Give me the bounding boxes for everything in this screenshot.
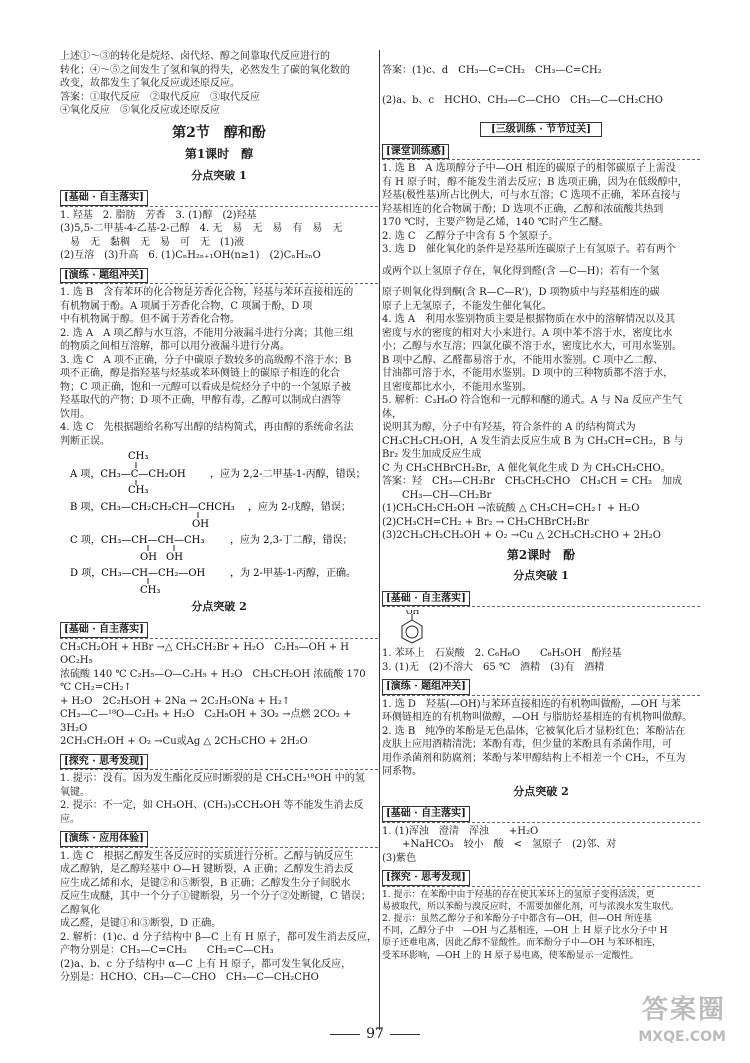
phenol-structure — [392, 610, 700, 644]
answer-line: 原子则氧化得到酮(含 R—C—R')，D 项物质中与羟基相连的碳 — [382, 287, 660, 298]
equation-line: CH₃—C—¹⁸O—C₂H₅ + H₂O C₂H₅OH + 3O₂ →点燃 2CO₂ + 3H₂O — [60, 709, 352, 734]
answer-line: 成乙醛，是键①和③断裂，D 正确。 — [60, 918, 222, 930]
answer-line: 环侧链相连的有机物叫做醇，—OH 与脂肪烃基相连的有机物叫做醇。 — [382, 712, 693, 724]
section-tag: [演练 · 题组冲关] — [382, 679, 470, 695]
answer-line: 饮用。 — [60, 408, 90, 420]
watermark-text: 答案圈 — [641, 995, 726, 1026]
answer-line: (3)紫色 — [382, 852, 417, 864]
watermark-url: MXQE.COM — [638, 1029, 726, 1046]
answer-line: 答案：(1)c、d CH₃—C=CH₂ CH₃—C=CH₂ — [382, 65, 602, 76]
answer-line: 产物分别是：CH₃—C=CH₂ CH₂=C—CH₃ — [60, 945, 274, 957]
answer-line: (2)a、b、c 分子结构中 α—C 上有 H 原子，都可发生氧化反应， — [60, 958, 352, 970]
topic-heading: 分点突破 2 — [191, 600, 247, 614]
answer-line: 说明其为醇，分子中有羟基，符合条件的 A 的结构简式为 — [382, 422, 636, 433]
left-column — [60, 50, 378, 985]
answer-line: C 为 CH₃CHBrCH₂Br，A 催化氧化生成 D 为 CH₃CH₂CHO。 — [382, 462, 671, 474]
equation-line: (2)CH₃CH=CH₂ + Br₂ → CH₃CHBrCH₂Br — [382, 516, 589, 528]
intro-line: 改变，故都发生了氧化反应或还原反应。 — [60, 78, 240, 89]
section-tag: [基础 · 自主落实] — [382, 806, 470, 822]
answer-line: 的物质之间相互溶解，都可以用分液漏斗进行分离。 — [60, 341, 290, 353]
answer-line: 同系物。 — [382, 766, 422, 778]
answer-line: +NaHCO₃ 较小 酸 < 氢原子 (2)邻、对 — [382, 839, 617, 851]
answer-line: 1. 提示：没有。因为发生酯化反应时断裂的是 CH₃CH₂¹⁸OH 中的氢 — [60, 773, 365, 785]
answer-line: 羟基相连的化合物属于酚；D 选项不正确，乙醇和浓硫酸共热到 — [382, 203, 664, 215]
topic-heading: 分点突破 1 — [513, 568, 569, 582]
answer-line: 有 H 原子时，醇不能发生消去反应；B 选项正确，因为在低级醇中， — [382, 176, 688, 188]
answer-line: 2. 解析：(1)c、d 分子结构中 β—C 上有 H 原子，都可发生消去反应， — [60, 931, 377, 943]
lesson-title: 第2课时 酚 — [506, 547, 576, 562]
answer-line: 有机物属于酚。A 项属于芳香化合物，C 项属于酚，D 项 — [60, 300, 313, 312]
answer-line: 4. 选 C 先根据题给名称写出醇的结构简式，再由醇的系统命名法 — [60, 422, 354, 434]
lesson-title: 第1课时 醇 — [184, 147, 254, 162]
section-tag: [演练 · 题组冲关] — [60, 268, 148, 284]
answer-line: 1. (1)浑浊 澄清 浑浊 +H₂O — [382, 825, 539, 837]
structural-formula-b — [70, 498, 378, 528]
answer-line: 判断正误。 — [60, 435, 110, 447]
svg-text:B 项，CH₃—CH₂CH₂CH—CHCH₃: B 项，CH₃—CH₂CH₂CH—CHCH₃ — [70, 502, 235, 514]
svg-text:CH₃: CH₃ — [128, 485, 149, 496]
answer-line: 项不正确，醇是指羟基与烃基或苯环侧链上的碳原子相连的化合 — [60, 368, 340, 380]
answer-line: 物；C 项正确，饱和一元醇可以看成是烷烃分子中的一个氢原子被 — [60, 381, 351, 393]
answer-line: 3. 选 C A 项不正确，分子中碳原子数较多的高级醇不溶于水；B — [60, 354, 352, 366]
svg-text:CH₃: CH₃ — [128, 451, 149, 463]
intro-answer: 答案：①取代反应 ②取代反应 ③取代反应 — [60, 91, 260, 103]
answer-line: 不同，乙醇分子中 —OH 与乙基相连，—OH 上 H 原子比水分子中 H — [382, 926, 668, 937]
svg-text:，为 2-甲基-1-丙醇，正确。: ，为 2-甲基-1-丙醇，正确。 — [230, 568, 357, 580]
answer-line: 1. 选 C 根据乙醇发生各反应时的实质进行分析。乙醇与钠反应生 — [60, 850, 354, 862]
answer-line: 2. 提示：虽然乙醇分子和苯酚分子中都含有—OH，但—OH 所连基 — [382, 914, 652, 925]
section-title: 第2节 醇和酚 — [172, 124, 266, 141]
svg-text:OH: OH — [166, 552, 183, 562]
right-column — [382, 50, 700, 962]
section-tag: [探究 · 思考发现] — [60, 754, 148, 770]
svg-text:C 项，CH₃—CH—CH—CH₃: C 项，CH₃—CH—CH—CH₃ — [70, 535, 205, 547]
equation-line: CH₃CH₂OH + HBr →△ CH₃CH₂Br + H₂O C₂H₅—OH + H OC₂H₅ — [60, 641, 360, 667]
column-divider — [379, 50, 380, 1030]
equation-line: + H₂O 2C₂H₅OH + 2Na → 2C₂H₅ONa + H₂↑ — [60, 695, 291, 707]
structural-formula-a — [70, 451, 378, 495]
answer-line: 1. 苯环上 石炭酸 2. C₆H₆O C₆H₅OH 酚羟基 — [382, 648, 622, 660]
answer-line: 4. 选 A 利用水鉴别物质主要是根据物质在水中的溶解情况以及其 — [382, 314, 676, 325]
equation-line: 浓硫酸 140 ℃ C₂H₅—O—C₂H₅ + H₂O CH₃CH₂OH 浓硫酸 170 ℃ CH₂=CH₂↑ — [60, 668, 366, 694]
answer-line: 易 无 黏稠 无 易 可 无 (1)液 — [60, 236, 245, 248]
section-tag: [基础 · 自主落实] — [60, 190, 148, 206]
answer-line: B 项中乙醇、乙醛都易溶于水，不能用水鉴别。C 项中乙二醇、 — [382, 354, 664, 366]
section-tag: [基础 · 自主落实] — [382, 591, 470, 607]
answer-line: 原子还难电离，因此乙醇不显酸性。而苯酚分子中—OH 与苯环相连， — [382, 938, 662, 949]
answer-line: 3. 选 D 催化氧化的条件是羟基所连碳原子上有氢原子。若有两个 — [382, 244, 676, 255]
answer-line: 密度与水的密度的相对大小来进行。A 项中苯不溶于水，密度比水 — [382, 327, 673, 339]
page-number: 97 — [366, 1026, 384, 1042]
intro-line: 上述①～③的转化是烷烃、卤代烃、醇之间靠取代反应进行的 — [60, 51, 330, 62]
answer-line: 3. (1)无 (2)不溶大 65 ℃ 酒精 (3)有 酒精 — [382, 661, 605, 673]
answer-line: 分别是：HCHO、CH₃—C—CHO CH₃—C—CH₂CHO — [60, 972, 319, 984]
answer-line: (2)a、b、c HCHO、CH₃—C—CHO CH₃—C—CH₂CHO — [382, 94, 664, 106]
topic-heading: 分点突破 2 — [513, 784, 569, 798]
answer-line: 羟基取代的产物；D 项不正确，甲醇有毒，乙醇可以制成白酒等 — [60, 395, 342, 407]
answer-line: 氧键。 — [60, 786, 90, 798]
answer-line: 皮肤上应用酒精清洗；苯酚有毒，但少量的苯酚具有杀菌作用，可 — [382, 739, 672, 751]
section-tag: [基础 · 自主落实] — [60, 622, 148, 638]
svg-text:，应为 2,2-二甲基-1-丙醇，错误；: ，应为 2,2-二甲基-1-丙醇，错误； — [210, 469, 366, 481]
intro-answer: ④氧化反应 ⑤氧化反应或还原反应 — [60, 105, 220, 116]
section-tag: [探究 · 思考发现] — [382, 870, 470, 886]
svg-text:OH: OH — [406, 610, 420, 617]
footer-rule — [390, 1034, 420, 1035]
answer-line: 1. 选 B A 选项醇分子中—OH 相连的碳原子的相邻碳原子上需没 — [382, 163, 676, 174]
watermark-logo — [638, 993, 726, 1047]
footer-rule — [330, 1034, 360, 1035]
svg-text:A 项，CH₃—C—CH₂OH: A 项，CH₃—C—CH₂OH — [70, 469, 186, 481]
section-tag: [演练 · 应用体验] — [60, 831, 148, 847]
answer-line: 2. 提示：不一定，如 CH₃OH、(CH₃)₃CCH₂OH 等不能发生消去反应。 — [60, 800, 364, 825]
equation-line: (3)2CH₃CH₂CH₂OH + O₂ →Cu △ 2CH₃CH₂CHO + 2H₂O — [382, 530, 661, 541]
answer-line: CH₃—CH—CH₂Br — [382, 489, 492, 501]
answer-line: 1. 选 B 含有苯环的化合物是芳香化合物，羟基与苯环直接相连的 — [60, 287, 354, 299]
structural-formula-c — [70, 531, 378, 561]
answer-line: 应生成乙烯和水，是键②和⑤断裂，B 正确；乙醇发生分子间脱水 — [60, 877, 351, 889]
structural-formula-d — [70, 564, 378, 594]
answer-line: 中有机物属于醇。但不属于芳香化合物。 — [60, 314, 240, 326]
answer-line: 成乙醇钠，是乙醇羟基中 O—H 键断裂，A 正确；乙醇发生消去反 — [60, 864, 354, 876]
svg-text:OH: OH — [140, 552, 157, 562]
answer-line: 2. 选 C 乙醇分子中含有 5 个氢原子。 — [382, 230, 559, 242]
svg-text:CH₃: CH₃ — [140, 585, 161, 595]
intro-line: 转化；④～⑤之间发生了氢和氧的得失，必然发生了碳的氧化数的 — [60, 64, 350, 76]
section-tag: [课堂训练感] — [382, 144, 449, 160]
answer-line: 反应生成醚，其中一个分子①键断裂，另一个分子②处断键，C 错误；乙醇氧化 — [60, 891, 371, 916]
answer-line: 且密度都比水小，不能用水鉴别。 — [382, 381, 532, 393]
answer-line: 1. 选 D 羟基(—OH)与苯环直接相连的有机物叫做酚，—OH 与苯 — [382, 698, 681, 710]
answer-line: 1. 提示：在苯酚中由于羟基的存在使其苯环上的氢原子变得活泼，更 — [382, 889, 655, 900]
answer-line: 或两个以上氢原子存在，氧化得到醛(含 —C—H)；若有一个氢 — [382, 265, 660, 277]
answer-line: 用作杀菌剂和防腐剂；苯酚与苯甲醇结构上不相差一个 CH₂，不互为 — [382, 752, 686, 764]
answer-line: 甘油都可溶于水，不能用水鉴别。D 项中的三种物质都不溶于水， — [382, 368, 674, 379]
level-banner-text: [三级训练 · 节节过关] — [480, 122, 602, 137]
answer-line: CH₃CH₂CH₂OH，A 发生消去反应生成 B 为 CH₃CH=CH₂，B 与 Br₂ 发生加成反应生成 — [382, 435, 684, 460]
equation-line: (1)CH₃CH₂CH₂OH →浓硫酸 △ CH₃CH=CH₂↑ + H₂O — [382, 503, 640, 514]
answer-line: 受苯环影响，—OH 上的 H 原子易电离，使苯酚显示一定酸性。 — [382, 950, 639, 961]
level-banner — [382, 123, 700, 137]
equation-line: 2CH₃CH₂OH + O₂ →Cu或Ag △ 2CH₃CHO + 2H₂O — [60, 736, 308, 748]
topic-heading: 分点突破 1 — [191, 168, 247, 182]
answer-line: 5. 解析：C₃H₆O 符合饱和一元醇和醚的通式。A 与 Na 反应产生气体， — [382, 395, 682, 420]
answer-line: 小；乙醇与水互溶；四氯化碳不溶于水，密度比水大，可用水鉴别。 — [382, 341, 682, 352]
svg-text:D 项，CH₃—CH—CH₂—OH: D 项，CH₃—CH—CH₂—OH — [70, 568, 206, 580]
answer-line: 答案：羟 CH₃—CH₂Br CH₃CH₂CHO CH₃CH = CH₂ 加成 — [382, 476, 683, 487]
answer-line: 2. 选 B 纯净的苯酚是无色晶体，它被氧化后才显粉红色；苯酚沾在 — [382, 725, 686, 737]
answer-line: 易被取代，所以苯酚与溴反应时，不需要加催化剂，可与浓溴水发生取代。 — [382, 902, 680, 913]
answer-line: 2. 选 A A 项乙醇与水互溶，不能用分液漏斗进行分离；其他三组 — [60, 327, 354, 339]
answer-line: 1. 羟基 2. 脂肪 芳香 3. (1)醇 (2)羟基 — [60, 209, 257, 221]
svg-text:，应为 2,3-丁二醇，错误；: ，应为 2,3-丁二醇，错误； — [230, 535, 353, 547]
answer-line: (2)互溶 (3)升高 6. (1)CₙH₂ₙ₊₁OH(n≥1) (2)CₙH₂ₙO — [60, 250, 321, 262]
answer-line: 羟基(极性基)所占比例大，可与水互溶；C 选项不正确，苯环直接与 — [382, 190, 681, 201]
svg-text:OH: OH — [192, 519, 209, 529]
svg-text:，应为 2-戊醇，错误；: ，应为 2-戊醇，错误； — [248, 502, 351, 514]
answer-line: 原子上无氢原子，不能发生催化氧化。 — [382, 300, 552, 312]
answer-line: 170 ℃时，主要产物是乙烯，140 ℃时产生乙醚。 — [382, 217, 609, 228]
answer-line: (3)5,5-二甲基-4-乙基-2-己醇 4. 无 易 无 易 有 易 无 — [60, 223, 343, 235]
